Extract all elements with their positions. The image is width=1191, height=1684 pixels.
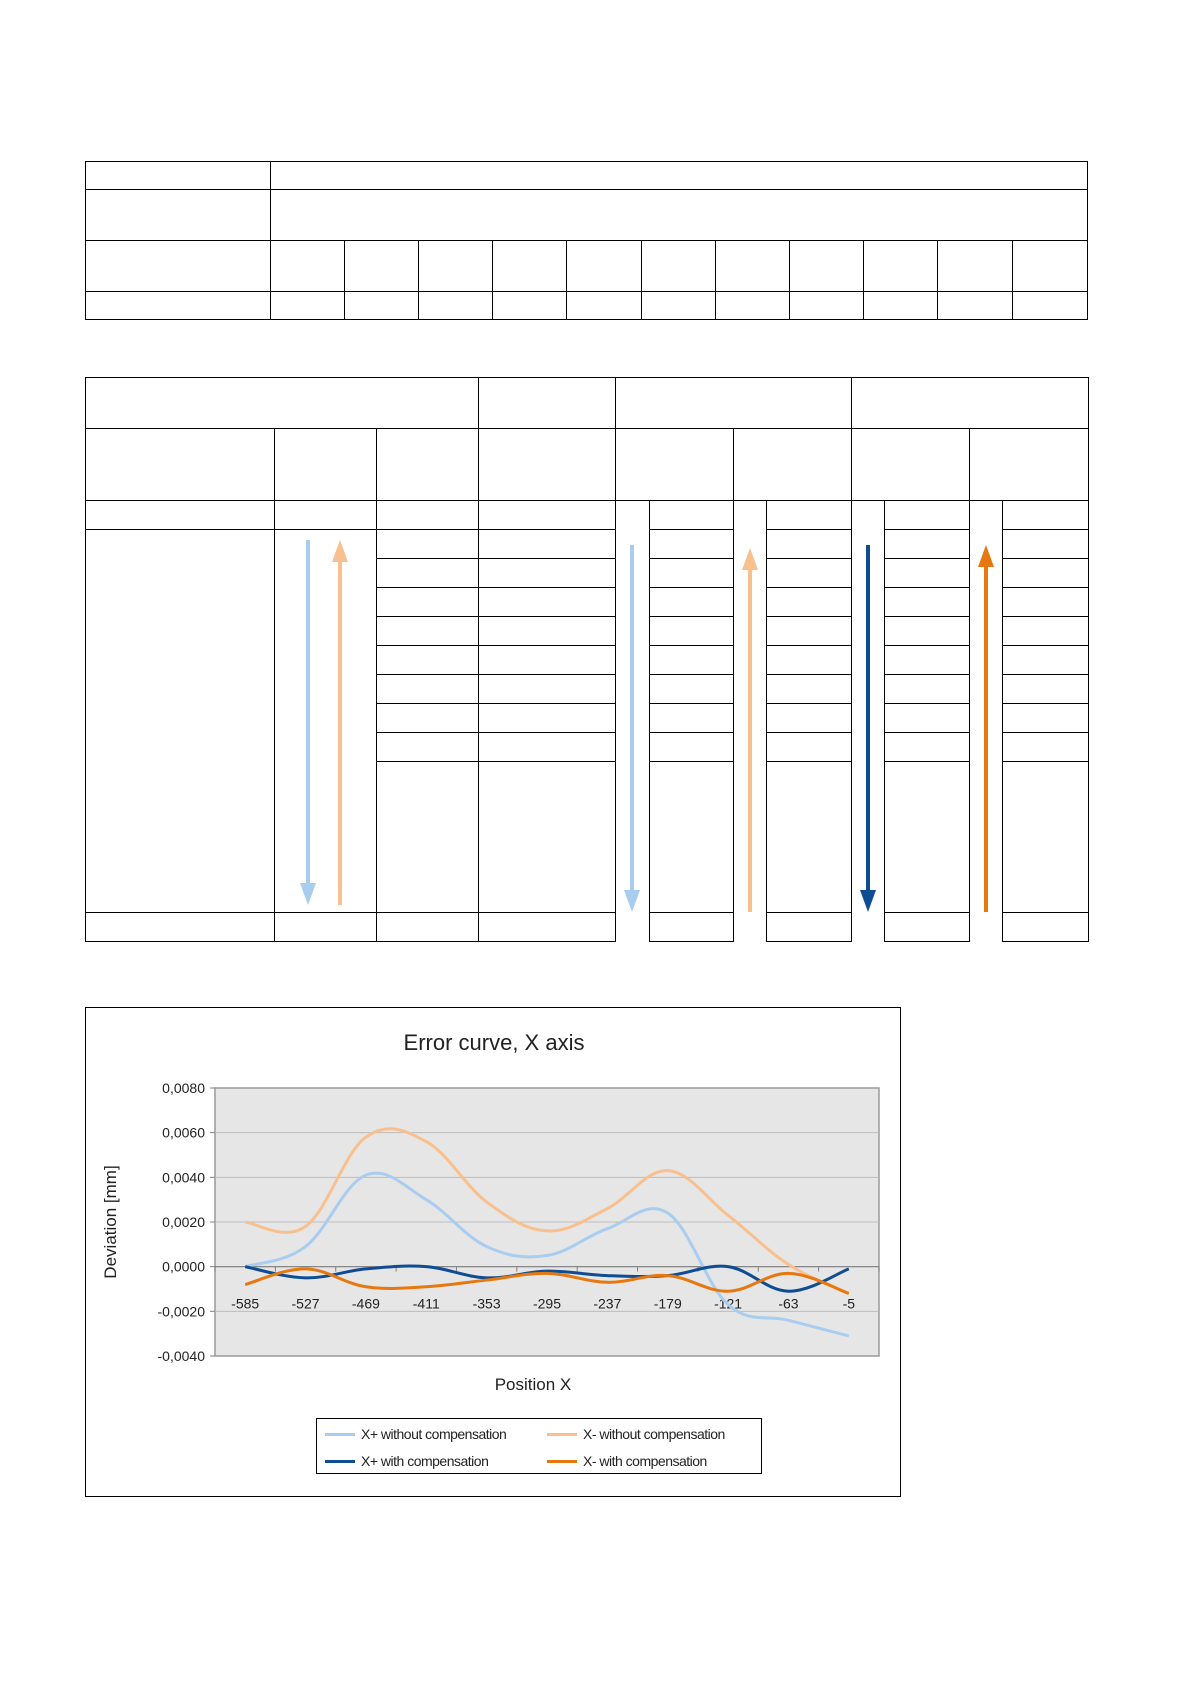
x-axis-label: Position X — [494, 1375, 572, 1394]
y-tick-label: 0,0020 — [162, 1214, 205, 1230]
y-tick-label: 0,0000 — [162, 1258, 205, 1275]
y-tick-label: -0,0020 — [157, 1303, 205, 1320]
table-row — [86, 378, 1089, 429]
chart-legend — [316, 1418, 762, 1474]
error-curve-chart — [85, 1007, 901, 1497]
x-tick-label: -295 — [532, 1295, 562, 1312]
x-tick-label: -469 — [351, 1295, 380, 1312]
legend-swatch — [325, 1460, 355, 1463]
x-tick-label: -411 — [412, 1295, 440, 1312]
table-row — [86, 429, 1089, 501]
x-tick-label: -5 — [842, 1295, 856, 1312]
x-tick-label: -353 — [472, 1295, 501, 1312]
table-row — [86, 190, 1088, 241]
legend-label: X- with compensation — [583, 1453, 707, 1469]
legend-swatch — [325, 1433, 355, 1436]
y-tick-label: 0,0040 — [162, 1169, 205, 1186]
x-tick-label: -179 — [653, 1295, 682, 1312]
x-tick-label: -63 — [778, 1295, 799, 1312]
legend-swatch — [547, 1460, 577, 1463]
table-row — [86, 913, 1089, 942]
table-cell — [86, 162, 271, 190]
legend-swatch — [547, 1433, 577, 1436]
y-tick-label: 0,0080 — [162, 1080, 205, 1096]
x-tick-label: -585 — [231, 1295, 260, 1312]
table-row — [86, 292, 1088, 320]
table-cell — [86, 190, 271, 241]
header-table — [85, 161, 1088, 320]
table-row — [86, 241, 1088, 292]
chart-title: Error curve, X axis — [403, 1030, 585, 1055]
table-cell — [270, 190, 1087, 241]
legend-label: X+ without compensation — [361, 1426, 507, 1442]
x-tick-label: -121 — [714, 1295, 743, 1312]
y-tick-label: 0,0060 — [162, 1124, 205, 1141]
table-row — [86, 162, 1088, 190]
legend-label: X- without compensation — [583, 1426, 725, 1442]
x-tick-label: -527 — [291, 1295, 320, 1312]
y-axis-label: Deviation [mm] — [101, 1165, 120, 1279]
y-tick-label: -0,0040 — [157, 1348, 205, 1364]
legend-label: X+ with compensation — [361, 1453, 489, 1469]
x-tick-label: -237 — [593, 1295, 622, 1312]
measurement-table — [85, 377, 1088, 942]
table-row — [86, 530, 1089, 559]
table-cell — [270, 162, 1087, 190]
table-row — [86, 501, 1089, 530]
